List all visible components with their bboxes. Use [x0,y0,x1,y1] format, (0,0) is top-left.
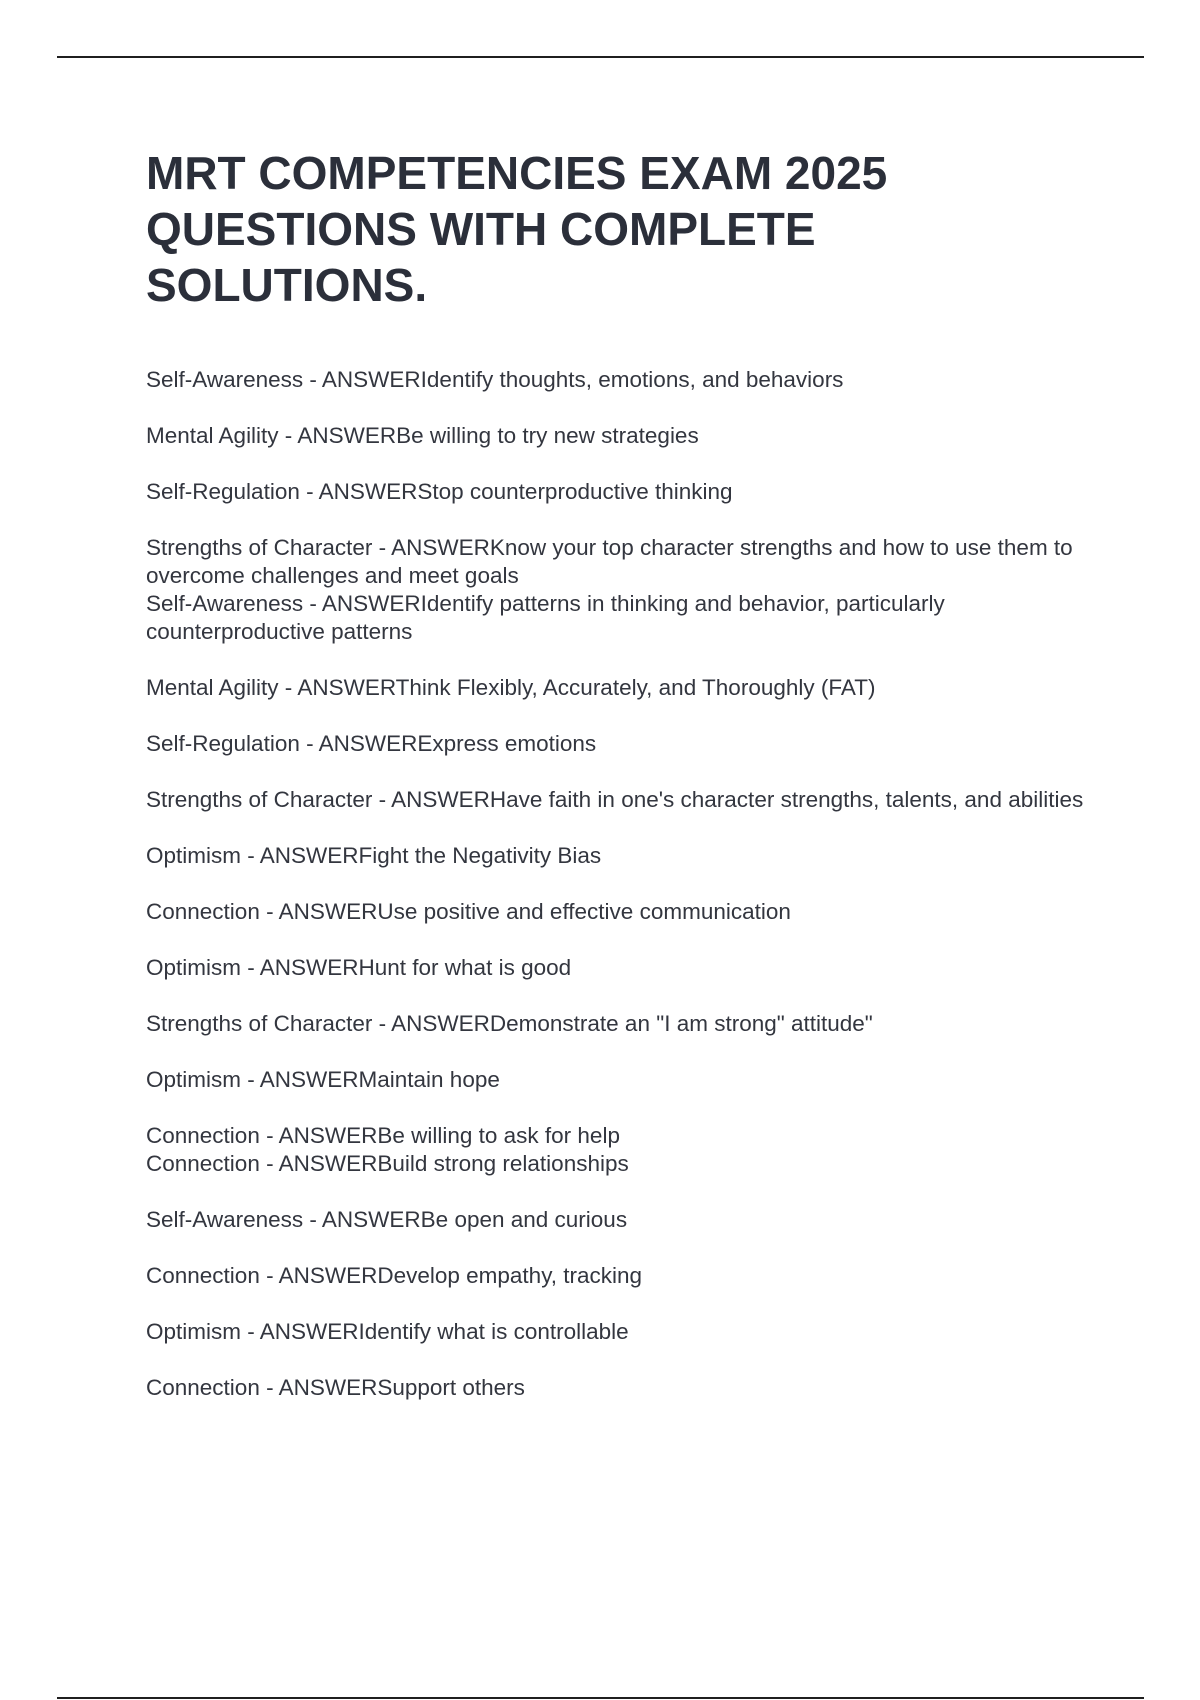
qa-entry: Optimism - ANSWERHunt for what is good [146,955,572,980]
bottom-divider [57,1697,1144,1699]
qa-entry: Connection - ANSWERBuild strong relationships [146,1151,629,1176]
top-divider [57,56,1144,58]
qa-entry: Mental Agility - ANSWERThink Flexibly, Accurately, and Thoroughly (FAT) [146,675,876,700]
qa-entry: Self-Awareness - ANSWERIdentify thoughts, emotions, and behaviors [146,367,844,392]
qa-entry: Strengths of Character - ANSWERDemonstrate an "I am strong" attitude" [146,1011,873,1036]
document-title: MRT COMPETENCIES EXAM 2025 QUESTIONS WITH COMPLETE SOLUTIONS. [146,147,888,311]
qa-entry: Connection - ANSWERBe willing to ask for help [146,1123,620,1148]
qa-entry: Strengths of Character - ANSWERHave faith in one's character strengths, talents, and abilities [146,787,1084,812]
qa-entry: Self-Regulation - ANSWERStop counterproductive thinking [146,479,733,504]
qa-list [146,366,1086,1402]
qa-entry: Optimism - ANSWERMaintain hope [146,1067,500,1092]
qa-entry: Self-Awareness - ANSWERBe open and curious [146,1207,628,1232]
qa-entry: Connection - ANSWERSupport others [146,1375,525,1400]
qa-entry: Optimism - ANSWERIdentify what is controllable [146,1319,629,1344]
qa-entry: Strengths of Character - ANSWERKnow your top character strengths and how to use them to overcome challenges and meet goals [146,535,1073,588]
qa-entry: Mental Agility - ANSWERBe willing to try new strategies [146,423,699,448]
qa-entry: Connection - ANSWERDevelop empathy, tracking [146,1263,643,1288]
qa-entry: Self-Regulation - ANSWERExpress emotions [146,731,597,756]
qa-entry: Optimism - ANSWERFight the Negativity Bias [146,843,602,868]
qa-entry: Self-Awareness - ANSWERIdentify patterns in thinking and behavior, particularly counterproductive patterns [146,591,945,644]
qa-entry: Connection - ANSWERUse positive and effective communication [146,899,791,924]
